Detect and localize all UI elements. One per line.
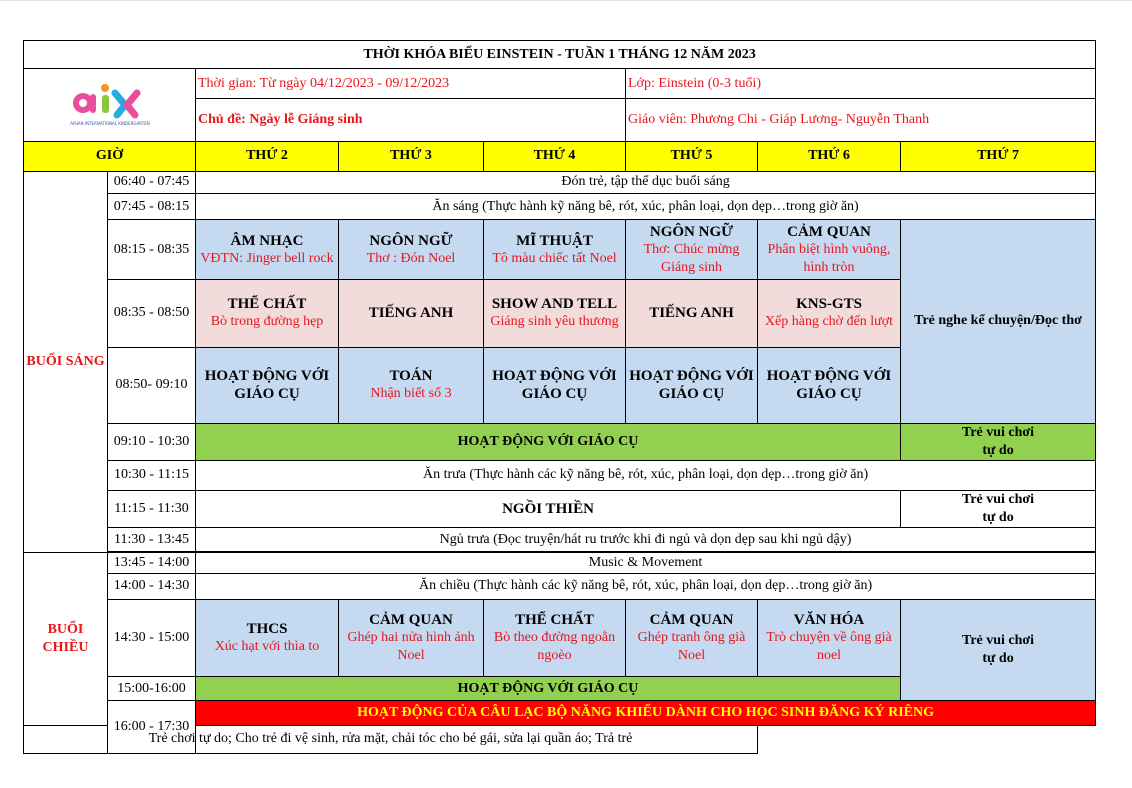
lesson-subject: THỂ CHẤT [227,296,307,313]
session-afternoon: BUỔI CHIỀU [24,553,108,725]
lesson-cell [626,599,758,676]
lesson-subject: CẢM QUAN [787,223,871,240]
activity-breakfast: Ăn sáng (Thực hành kỹ năng bê, rót, xúc, phân loại, dọn dẹp…trong giờ ăn) [196,193,1096,219]
lesson-subject: TIẾNG ANH [649,305,734,322]
lesson-subject: ÂM NHẠC [230,232,304,249]
time-slot: 08:50- 09:10 [108,347,196,423]
activity-pickup: Trẻ chơi tự do; Cho trẻ đi vệ sinh, rửa mặt, chải tóc cho bé gái, sửa lại quần áo; Trả trẻ [24,725,758,754]
lesson-detail: Giáng sinh yêu thương [490,314,619,330]
timetable [23,40,1096,754]
activity-montessori: HOẠT ĐỘNG VỚI GIÁO CỤ [196,423,901,460]
activity-club: HOẠT ĐỘNG CỦA CÂU LẠC BỘ NĂNG KHIẾU DÀNH CHO HỌC SINH ĐĂNG KÝ RIÊNG [196,701,1096,725]
activity-music: Music & Movement [196,553,1096,573]
lesson-detail: Bò theo đường ngoằn ngoèo [493,629,616,663]
lesson-detail: Xúc hạt với thìa to [214,638,320,654]
time-slot: 11:30 - 13:45 [108,528,196,552]
lesson-cell [758,279,901,347]
lesson-subject: CẢM QUAN [369,611,453,628]
lesson-detail: Phân biệt hình vuông, hình tròn [767,241,891,275]
header-day: THỨ 7 [901,142,1096,171]
lesson-cell [758,220,901,280]
time-slot: 10:30 - 11:15 [108,461,196,490]
lesson-subject: HOẠT ĐỘNG VỚI GIÁO CỤ [492,368,617,403]
time-slot: 08:15 - 08:35 [108,220,196,280]
lesson-detail: Nhận biết số 3 [370,386,452,402]
lesson-cell [484,220,626,280]
session-morning: BUỔI SÁNG [24,171,108,553]
header-day: THỨ 5 [626,142,758,171]
lesson-subject: THCS [246,620,288,637]
lesson-detail: Tô màu chiếc tất Noel [492,250,617,266]
lesson-cell [484,599,626,676]
page-title: THỜI KHÓA BIỂU EINSTEIN - TUẦN 1 THÁNG 12 NĂM 2023 [24,41,1096,69]
header-day: THỨ 2 [196,142,339,171]
saturday-morning: Trẻ nghe kể chuyện/Đọc thơ [901,220,1096,424]
lesson-cell [196,220,339,280]
time-slot: 08:35 - 08:50 [108,279,196,347]
lesson-detail: Ghép tranh ông già Noel [637,629,746,663]
lesson-subject: TIẾNG ANH [368,305,454,322]
lesson-subject: THỂ CHẤT [515,611,594,628]
lesson-cell [196,279,339,347]
lesson-subject: SHOW AND TELL [491,296,618,313]
lesson-detail: Bò trong đường hẹp [210,314,324,330]
lesson-subject: NGÔN NGỮ [369,232,453,249]
time-slot: 14:00 - 14:30 [108,573,196,599]
lesson-detail: Trò chuyện về ông già noel [766,629,892,663]
header-day: THỨ 3 [339,142,484,171]
date-range: Thời gian: Từ ngày 04/12/2023 - 09/12/2023 [196,69,626,98]
logo-icon [65,77,155,133]
lesson-cell [758,599,901,676]
saturday-free-play: Trẻ vui chơi tự do [901,423,1096,460]
time-slot: 16:00 - 17:30 [108,701,196,754]
lesson-cell [339,347,484,423]
lesson-cell [339,599,484,676]
lesson-cell [626,220,758,280]
lesson-cell [758,347,901,423]
lesson-detail: VĐTN: Jinger bell rock [200,250,334,266]
lesson-subject: CẢM QUAN [649,611,734,628]
lesson-cell [196,599,339,676]
activity-meditation: NGỒI THIỀN [196,490,901,527]
lesson-detail: Ghép hai nửa hình ảnh Noel [347,629,475,663]
teachers: Giáo viên: Phương Chi - Giáp Lương- Nguyễn Thanh [626,98,1096,142]
lesson-subject: NGÔN NGỮ [649,223,734,240]
lesson-cell [484,279,626,347]
header-time: GIỜ [24,142,196,171]
header-day: THỨ 4 [484,142,626,171]
lesson-subject: KNS-GTS [796,296,862,313]
lesson-detail: Thơ : Đón Noel [366,250,456,266]
lesson-cell [196,347,339,423]
lesson-cell [626,347,758,423]
lesson-subject: TOÁN [389,368,433,385]
logo-cell [24,69,196,142]
time-slot: 13:45 - 14:00 [108,553,196,573]
time-slot: 14:30 - 15:00 [108,599,196,676]
time-slot: 11:15 - 11:30 [108,490,196,527]
lesson-subject: HOẠT ĐỘNG VỚI GIÁO CỤ [629,368,754,403]
header-day: THỨ 6 [758,142,901,171]
activity-snack: Ăn chiều (Thực hành các kỹ năng bê, rót, xúc, phân loại, dọn dẹp…trong giờ ăn) [196,573,1096,599]
lesson-subject: VĂN HÓA [793,611,865,628]
time-slot: 15:00-16:00 [108,676,196,700]
lesson-subject: HOẠT ĐỘNG VỚI GIÁO CỤ [766,368,892,403]
lesson-subject: MĨ THUẬT [516,232,593,249]
lesson-subject: HOẠT ĐỘNG VỚI GIÁO CỤ [204,368,330,403]
time-slot: 06:40 - 07:45 [108,171,196,193]
page-top-line [0,0,1132,1]
saturday-afternoon: Trẻ vui chơi tự do [901,599,1096,700]
lesson-detail: Thơ: Chúc mừng Giáng sinh [643,241,740,275]
lesson-cell [339,279,484,347]
lesson-cell [626,279,758,347]
saturday-free-play: Trẻ vui chơi tự do [901,490,1096,527]
time-slot: 07:45 - 08:15 [108,193,196,219]
lesson-detail: Xếp hàng chờ đến lượt [764,314,894,330]
activity-nap: Ngủ trưa (Đọc truyện/hát ru trước khi đi ngủ và dọn dẹp sau khi ngủ dậy) [196,528,1096,552]
school-logo [26,77,193,133]
activity-montessori-pm: HOẠT ĐỘNG VỚI GIÁO CỤ [196,676,901,700]
time-slot: 09:10 - 10:30 [108,423,196,460]
class-name: Lớp: Einstein (0-3 tuổi) [626,69,1096,98]
theme: Chủ đề: Ngày lễ Giáng sinh [196,98,626,142]
lesson-cell [339,220,484,280]
activity-welcome: Đón trẻ, tập thể dục buổi sáng [196,171,1096,193]
activity-lunch: Ăn trưa (Thực hành các kỹ năng bê, rót, xúc, phân loại, dọn dẹp…trong giờ ăn) [196,461,1096,490]
logo-caption: AISIAN INTERNATIONAL KINDERGARTEN [69,121,150,127]
lesson-cell [484,347,626,423]
